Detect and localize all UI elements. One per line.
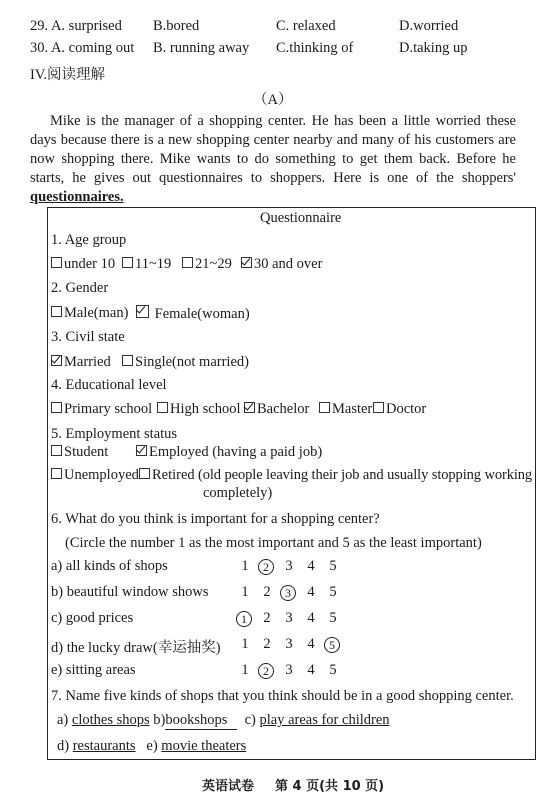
q6-item-label: e) sitting areas (51, 662, 136, 678)
q4-option-1[interactable]: High school (157, 401, 240, 418)
checkbox-icon[interactable] (122, 355, 133, 366)
q29-option-d: D.worried (399, 18, 459, 34)
q7-answer-c[interactable]: play areas for children (259, 712, 390, 728)
checked-checkbox-icon[interactable] (136, 445, 147, 456)
q6-circled-rating[interactable]: 5 (324, 637, 340, 653)
q6-circled-rating[interactable]: 1 (236, 611, 252, 627)
q6-item-label: b) beautiful window shows (51, 584, 209, 600)
q6-rating-number[interactable]: 4 (307, 610, 315, 626)
q6-item-label: d) the lucky draw(幸运抽奖) (51, 640, 221, 656)
q6-rating-row (51, 636, 531, 658)
questionnaire-box (47, 207, 536, 760)
q1-option-2[interactable]: 21~29 (182, 256, 232, 273)
q1-label: 1. Age group (51, 232, 127, 248)
part-label: （A） (253, 92, 293, 108)
q2-option-0[interactable]: Male(man) (51, 305, 128, 322)
q5-option-3[interactable]: Retired (139, 467, 195, 484)
q6-rating-number[interactable]: 5 (329, 610, 337, 626)
q6-rating-number[interactable]: 4 (307, 558, 315, 574)
q6-rating-number[interactable]: 4 (307, 662, 315, 678)
checkbox-icon[interactable] (319, 402, 330, 413)
q4-option-3[interactable]: Master (319, 401, 372, 418)
q6-rating-number[interactable]: 3 (285, 662, 293, 678)
q6-instruction: (Circle the number 1 as the most important and 5 as the least important) (65, 535, 482, 551)
checkbox-icon[interactable] (51, 445, 62, 456)
q6-rating-number[interactable]: 4 (307, 636, 315, 652)
q5-label: 5. Employment status (51, 426, 178, 442)
q6-rating-number[interactable]: 5 (329, 584, 337, 600)
q5-option-2[interactable]: Unemployed (51, 467, 139, 484)
q5-retired-note: (old people leaving their job and usually stopping working (198, 467, 533, 483)
q7-label: 7. Name five kinds of shops that you think should be in a good shopping center. (51, 688, 514, 704)
footer-subject: 英语试卷 (202, 779, 255, 794)
checkbox-icon[interactable] (373, 402, 384, 413)
q4-option-0[interactable]: Primary school (51, 401, 152, 418)
q6-item-label: a) all kinds of shops (51, 558, 168, 574)
q6-rating-number[interactable]: 2 (263, 584, 271, 600)
checked-checkbox-icon[interactable] (241, 257, 252, 268)
q6-rating-number[interactable]: 4 (307, 584, 315, 600)
q6-rating-number[interactable]: 1 (241, 558, 249, 574)
q6-rating-number[interactable]: 3 (285, 558, 293, 574)
q4-option-4[interactable]: Doctor (373, 401, 426, 418)
checkbox-icon[interactable] (51, 468, 62, 479)
q3-option-0[interactable]: Married (51, 354, 111, 371)
q6-rating-number[interactable]: 1 (241, 636, 249, 652)
q6-circled-rating[interactable]: 3 (280, 585, 296, 601)
q4-label: 4. Educational level (51, 377, 167, 393)
q7-answer-e[interactable]: movie theaters (161, 738, 247, 754)
q6-circled-rating[interactable]: 2 (258, 663, 274, 679)
q5-retired-note-cont: completely) (203, 485, 273, 501)
q7-answer-row-1: a) clothes shops b)bookshops c) play areas for children (57, 712, 390, 728)
q29-option-b: B.bored (153, 18, 200, 34)
checkbox-icon[interactable] (51, 257, 62, 268)
checkbox-icon[interactable] (157, 402, 168, 413)
q2-option-1[interactable]: Female(woman) (136, 305, 250, 323)
q6-rating-number[interactable]: 5 (329, 662, 337, 678)
q7-answer-row-2: d) restaurants e) movie theaters (57, 738, 247, 754)
checked-checkbox-icon[interactable] (51, 355, 62, 366)
q6-rating-number[interactable]: 1 (241, 662, 249, 678)
q7-answer-a[interactable]: clothes shops (71, 712, 150, 728)
q6-label: 6. What do you think is important for a shopping center? (51, 511, 380, 527)
reading-passage (30, 112, 516, 207)
q30-option-c: C.thinking of (276, 40, 354, 56)
q5-option-0[interactable]: Student (51, 444, 108, 461)
q6-rating-row (51, 584, 531, 606)
section-heading: IV.阅读理解 (30, 67, 106, 83)
q6-rating-number[interactable]: 5 (329, 558, 337, 574)
q6-rating-number[interactable]: 1 (241, 584, 249, 600)
q4-option-2[interactable]: Bachelor (244, 401, 309, 418)
q30-option-a: 30. A. coming out (30, 40, 135, 56)
q3-option-1[interactable]: Single(not married) (122, 354, 249, 371)
checked-checkbox-icon[interactable] (244, 402, 255, 413)
q7-answer-b[interactable]: bookshops (165, 712, 228, 728)
q6-rating-number[interactable]: 2 (263, 636, 271, 652)
q1-option-3[interactable]: 30 and over (241, 256, 322, 273)
questionnaire-title: Questionnaire (260, 210, 342, 226)
q6-rating-row (51, 558, 531, 580)
q5-option-1[interactable]: Employed (having a paid job) (136, 444, 322, 461)
q29-option-a: 29. A. surprised (30, 18, 122, 34)
passage-text: Mike is the manager of a shopping center. He has been a little worried these days because there is a new shopping center nearby and many of his customers are now shopping there. Mike wants to do something to get them back. Before he starts, he gives out questionnaires to shoppers. Here is one of the shoppers' (30, 113, 516, 186)
checked-checkbox-icon[interactable] (136, 305, 149, 318)
footer-page: 第 4 页(共 10 页) (275, 779, 385, 794)
q6-rating-number[interactable]: 3 (285, 636, 293, 652)
q6-rating-number[interactable]: 2 (263, 610, 271, 626)
q3-label: 3. Civil state (51, 329, 125, 345)
checkbox-icon[interactable] (182, 257, 193, 268)
checkbox-icon[interactable] (51, 402, 62, 413)
checkbox-icon[interactable] (122, 257, 133, 268)
q6-circled-rating[interactable]: 2 (258, 559, 274, 575)
passage-emphasis: questionnaires. (30, 189, 124, 205)
q6-rating-number[interactable]: 3 (285, 610, 293, 626)
q6-rating-row (51, 610, 531, 632)
q6-rating-row (51, 662, 531, 684)
q30-option-b: B. running away (153, 40, 250, 56)
q6-item-label: c) good prices (51, 610, 134, 626)
q7-answer-d[interactable]: restaurants (72, 738, 136, 754)
checkbox-icon[interactable] (51, 306, 62, 317)
q29-option-c: C. relaxed (276, 18, 336, 34)
q2-label: 2. Gender (51, 280, 109, 296)
checkbox-icon[interactable] (139, 468, 150, 479)
q1-option-1[interactable]: 11~19 (122, 256, 171, 273)
q30-option-d: D.taking up (399, 40, 468, 56)
q1-option-0[interactable]: under 10 (51, 256, 115, 273)
